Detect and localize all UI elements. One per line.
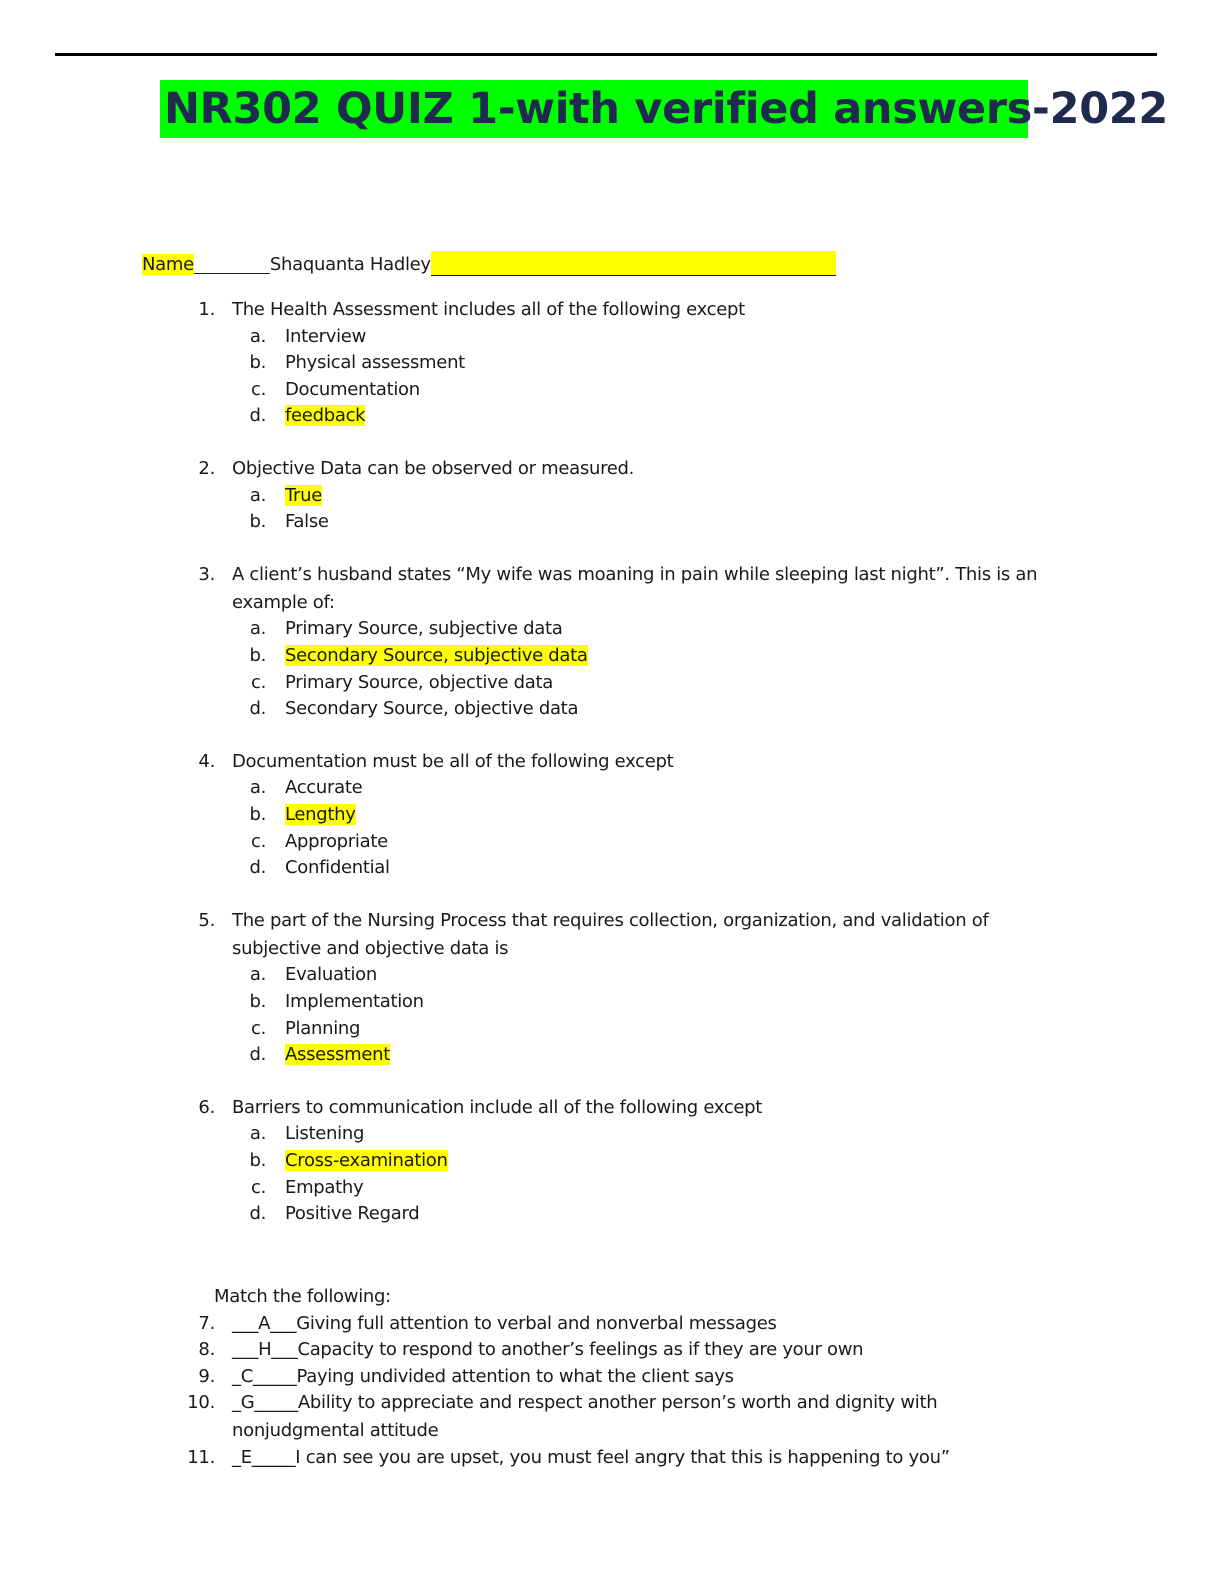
highlighted-answer: Secondary Source, subjective data xyxy=(285,645,588,666)
match-answer-blank: _C_____ xyxy=(232,1365,297,1387)
answer-option xyxy=(285,802,356,828)
option-text: Primary Source, subjective data xyxy=(285,618,563,640)
option-text: Physical assessment xyxy=(285,352,465,374)
answer-option xyxy=(285,1042,390,1068)
match-heading: Match the following: xyxy=(214,1286,391,1307)
highlighted-answer: True xyxy=(285,484,323,506)
answer-option xyxy=(285,696,578,722)
option-letter: b. xyxy=(249,991,266,1012)
answer-option xyxy=(285,1016,360,1042)
question-text: Objective Data can be observed or measured. xyxy=(232,458,635,479)
question-text: The part of the Nursing Process that requires collection, organization, and validation of xyxy=(232,909,989,931)
option-letter: a. xyxy=(249,1123,266,1145)
match-number: 9. xyxy=(198,1365,215,1387)
match-item xyxy=(232,1445,950,1471)
question-number: 6. xyxy=(198,1096,215,1118)
option-text: Documentation xyxy=(285,378,420,400)
option-letter: d. xyxy=(249,698,266,720)
match-item xyxy=(232,1390,937,1416)
option-text: Planning xyxy=(285,1017,361,1039)
option-letter: a. xyxy=(249,964,266,986)
answer-option xyxy=(285,962,377,988)
highlighted-answer: feedback xyxy=(285,405,366,427)
option-letter: d. xyxy=(249,857,266,879)
option-letter: d. xyxy=(249,405,266,427)
option-letter: b. xyxy=(249,645,266,666)
option-text: Accurate xyxy=(285,777,363,799)
answer-option xyxy=(285,616,562,642)
option-letter: c. xyxy=(250,671,266,693)
document-title: NR302 QUIZ 1-with verified answers-2022 xyxy=(160,80,1028,138)
option-letter: c. xyxy=(250,830,266,852)
option-letter: d. xyxy=(249,1044,266,1066)
match-text: nonjudgmental attitude xyxy=(232,1420,439,1442)
question-text: A client’s husband states “My wife was moaning in pain while sleeping last night”. This is an xyxy=(232,563,1038,585)
question-text: Barriers to communication include all of the following except xyxy=(232,1096,763,1118)
answer-option xyxy=(285,377,420,403)
answer-option xyxy=(285,1121,364,1147)
option-letter: a. xyxy=(249,484,266,506)
name-blank xyxy=(194,253,270,274)
question-text: example of: xyxy=(232,591,335,613)
question-number: 2. xyxy=(198,458,215,479)
match-answer-blank: _E_____ xyxy=(232,1447,296,1468)
option-text: Evaluation xyxy=(285,964,377,986)
question-number: 5. xyxy=(198,909,215,931)
match-text: Ability to appreciate and respect another person’s worth and dignity with xyxy=(297,1392,938,1414)
top-rule xyxy=(55,53,1157,56)
option-letter: c. xyxy=(250,378,266,400)
match-item xyxy=(232,1311,777,1337)
option-letter: b. xyxy=(249,804,266,825)
answer-option xyxy=(285,1201,419,1227)
answer-option xyxy=(285,643,588,669)
match-text: Giving full attention to verbal and nonverbal messages xyxy=(296,1312,777,1334)
highlighted-answer: Cross-examination xyxy=(285,1150,448,1171)
highlighted-answer: Lengthy xyxy=(285,804,356,825)
option-letter: c. xyxy=(250,1017,266,1039)
option-letter: d. xyxy=(249,1203,266,1225)
option-text: Interview xyxy=(285,325,366,347)
match-item xyxy=(232,1337,863,1363)
match-item xyxy=(232,1364,734,1390)
name-highlight-blank xyxy=(431,251,836,276)
option-text: Implementation xyxy=(285,991,424,1012)
option-letter: a. xyxy=(249,325,266,347)
match-number: 10. xyxy=(187,1392,215,1414)
answer-option xyxy=(285,855,390,881)
option-letter: c. xyxy=(250,1176,266,1198)
option-letter: b. xyxy=(249,511,266,533)
option-text: Secondary Source, objective data xyxy=(285,698,579,720)
answer-option xyxy=(285,1175,363,1201)
option-text: Positive Regard xyxy=(285,1203,420,1225)
option-letter: b. xyxy=(249,352,266,374)
name-field xyxy=(142,251,836,278)
question-text: subjective and objective data is xyxy=(232,937,509,959)
match-text: Paying undivided attention to what the client says xyxy=(296,1365,734,1387)
name-value: Shaquanta Hadley xyxy=(269,254,431,275)
answer-option xyxy=(285,670,553,696)
name-label: Name xyxy=(142,254,194,275)
match-answer-blank: ___A___ xyxy=(232,1312,297,1334)
match-number: 7. xyxy=(198,1312,215,1334)
match-item-continued xyxy=(232,1418,438,1444)
option-letter: a. xyxy=(249,777,266,799)
option-text: Empathy xyxy=(285,1176,364,1198)
answer-option xyxy=(285,829,388,855)
answer-option xyxy=(285,483,322,509)
answer-option xyxy=(285,324,366,350)
option-text: Listening xyxy=(285,1123,365,1145)
question-number: 4. xyxy=(198,750,215,772)
answer-option xyxy=(285,509,329,535)
answer-option xyxy=(285,1148,448,1174)
option-text: False xyxy=(285,511,329,533)
answer-option xyxy=(285,403,365,429)
question-number: 3. xyxy=(198,563,215,585)
match-answer-blank: _G_____ xyxy=(232,1392,298,1414)
highlighted-answer: Assessment xyxy=(285,1044,390,1066)
option-text: Appropriate xyxy=(285,830,388,852)
answer-option xyxy=(285,989,424,1015)
match-answer-blank: ___H___ xyxy=(232,1339,298,1361)
option-letter: a. xyxy=(249,618,266,640)
match-text: Capacity to respond to another’s feelings as if they are your own xyxy=(297,1339,864,1361)
option-text: Primary Source, objective data xyxy=(285,671,554,693)
question-text: Documentation must be all of the following except xyxy=(232,750,674,772)
option-text: Confidential xyxy=(285,857,390,879)
match-number: 11. xyxy=(187,1447,215,1468)
question-text: The Health Assessment includes all of the following except xyxy=(232,299,745,320)
option-letter: b. xyxy=(249,1150,266,1171)
question-number: 1. xyxy=(198,299,215,320)
answer-option xyxy=(285,350,465,376)
answer-option xyxy=(285,775,362,801)
match-number: 8. xyxy=(198,1339,215,1361)
match-text: I can see you are upset, you must feel angry that this is happening to you” xyxy=(295,1447,950,1468)
